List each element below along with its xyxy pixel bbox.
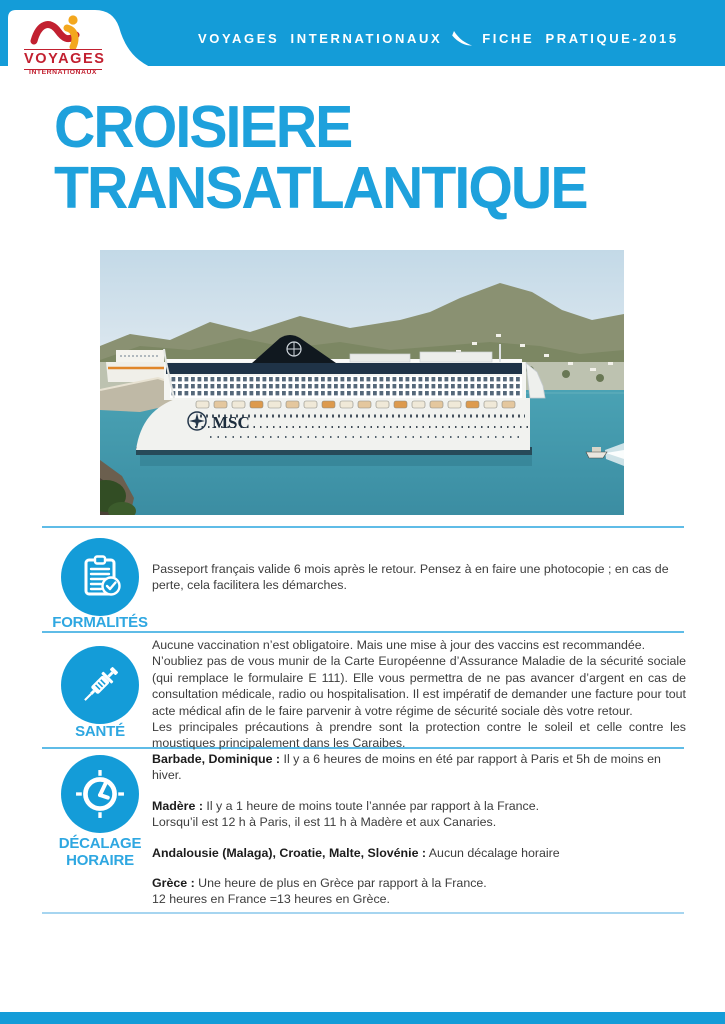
clipboard-check-icon <box>76 553 124 601</box>
tz-info-line2: Lorsqu’il est 12 h à Paris, il est 11 h à Madère et aux Canaries. <box>152 815 497 830</box>
tz-country: Grèce : <box>152 876 195 891</box>
clock-icon <box>75 769 125 819</box>
decalage-label-line1: DÉCALAGE <box>58 835 142 852</box>
header-brand-text: VOYAGES INTERNATIONAUX <box>198 31 443 46</box>
tz-country: Barbade, Dominique : <box>152 752 281 766</box>
page-title-line2: TRANSATLANTIQUE <box>54 155 587 221</box>
cruise-ship-photo <box>100 250 624 515</box>
sante-paragraph: Les principales précautions à prendre sont la protection contre le soleil et celle contre les moustiques principalement dans les Caraibes. <box>152 720 686 751</box>
logo-wordmark: VOYAGES <box>24 49 102 70</box>
tz-country: Andalousie (Malaga), Croatie, Malte, Slovénie : <box>152 845 427 860</box>
sante-text <box>152 637 686 752</box>
logo-figure-icon <box>30 15 88 49</box>
sante-badge <box>61 646 139 724</box>
tz-info: Une heure de plus en Grèce par rapport à la France. <box>194 876 487 891</box>
decalage-badge <box>61 755 139 833</box>
formalites-paragraph: Passeport français valide 6 mois après le retour. Pensez à en faire une photocopie ; en cas de perte, cela facilitera les démarches. <box>152 562 669 593</box>
ship-brand-text: MSC <box>212 413 250 432</box>
sante-paragraph: Aucune vaccination n’est obligatoire. Mais une mise à jour des vaccins est recommandée. <box>152 638 646 652</box>
decalage-text <box>152 751 686 922</box>
tz-info: Il y a 1 heure de moins toute l’année par rapport à la France. <box>202 798 540 813</box>
tz-info: Aucun décalage horaire <box>426 845 560 860</box>
page-title-line1: CROISIERE <box>54 94 352 160</box>
divider <box>42 526 684 528</box>
header-text-row <box>198 30 679 47</box>
logo-subtitle: INTERNATIONAUX <box>29 69 97 76</box>
formalites-badge <box>61 538 139 616</box>
swoosh-icon <box>451 30 473 47</box>
section-label-sante: SANTÉ <box>75 723 125 740</box>
syringe-icon <box>75 660 125 710</box>
formalites-text <box>152 561 686 594</box>
timezone-item <box>152 751 686 784</box>
timezone-item <box>152 845 686 861</box>
timezone-item <box>152 875 686 908</box>
sante-paragraph: N’oubliez pas de vous munir de la Carte Européenne d’Assurance Maladie de la sécurité sociale (qui remplace le formulaire E 111). Elle vous permettra de ne pas avancer d’argent en cas de consultation médicale, radio ou hospitalisation. Il est impératif de demander une facture pour tout acte médical afin de le faire parvenir à votre régime de sécurité sociale dès votre retour. <box>152 654 686 718</box>
divider <box>42 631 684 633</box>
timezone-item <box>152 798 686 831</box>
page-title <box>54 94 587 221</box>
section-label-decalage <box>30 835 170 869</box>
decalage-label-line2: HORAIRE <box>66 852 134 869</box>
footer-bar <box>0 1012 725 1024</box>
section-label-formalites: FORMALITÉS <box>52 614 148 631</box>
tz-country: Madère : <box>152 798 203 813</box>
cruise-ship-illustration <box>100 250 624 515</box>
header-doctype-text: FICHE PRATIQUE-2015 <box>482 31 679 46</box>
logo <box>0 0 170 100</box>
tz-info: Il y a 6 heures de moins en été par rapport à Paris et 5h de moins en hiver. <box>152 752 661 783</box>
tz-info-line2: 12 heures en France =13 heures en Grèce. <box>152 892 390 907</box>
